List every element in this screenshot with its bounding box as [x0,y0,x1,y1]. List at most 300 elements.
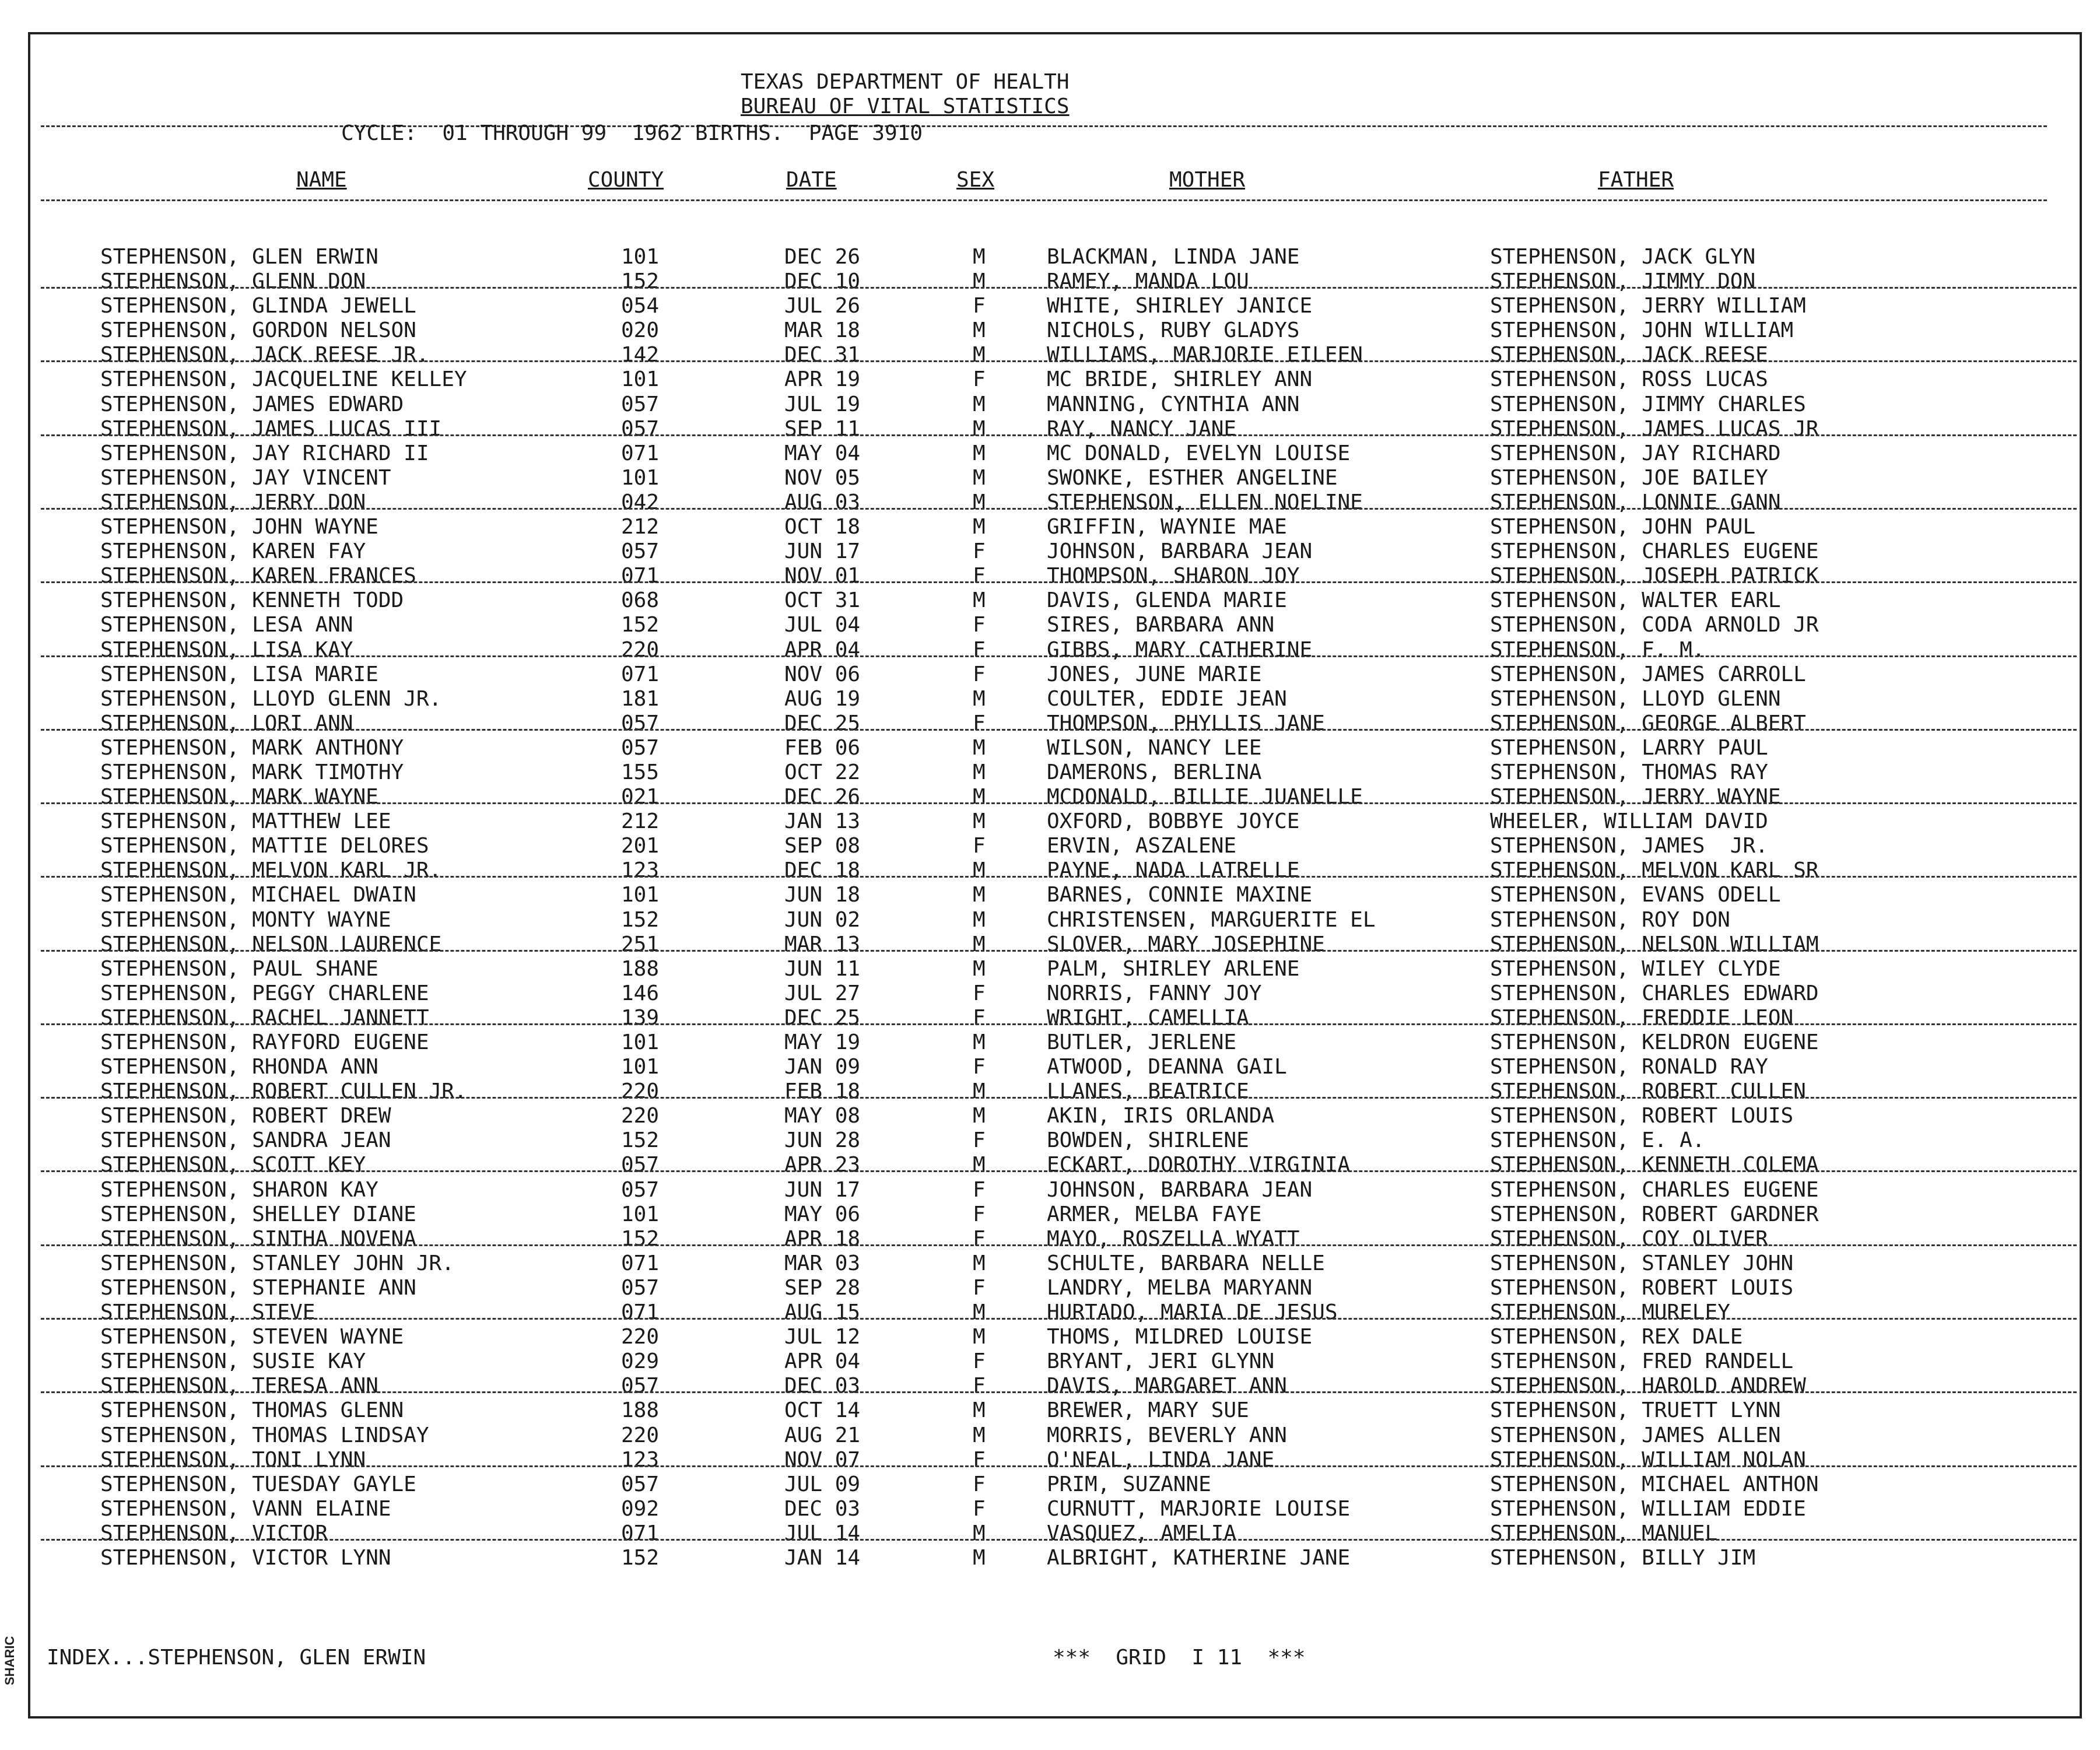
cell-sex: F [973,1202,986,1226]
cell-date: JUL 04 [784,613,861,637]
column-header-name: NAME [296,168,347,192]
cell-father: STEPHENSON, CHARLES EDWARD [1490,981,1819,1005]
cell-mother: STEPHENSON, ELLEN NOELINE [1047,490,1363,514]
cell-name: STEPHENSON, PAUL SHANE [100,956,378,981]
cell-county: 057 [621,735,660,760]
cell-county: 152 [621,1226,660,1251]
table-row [0,1448,2100,1472]
cell-sex: M [973,785,986,809]
cell-county: 057 [621,1472,660,1496]
cell-date: DEC 10 [784,269,861,294]
cell-name: STEPHENSON, JAMES LUCAS III [100,416,442,441]
cell-name: STEPHENSON, RHONDA ANN [100,1055,378,1079]
cell-father: STEPHENSON, E. A. [1490,1128,1705,1153]
cell-county: 071 [621,441,660,465]
table-row [0,908,2100,932]
cell-sex: M [973,515,986,539]
cell-mother: ERVIN, ASZALENE [1047,834,1237,858]
cell-name: STEPHENSON, LLOYD GLENN JR. [100,686,442,711]
cell-date: JUL 09 [784,1472,861,1496]
table-row [0,1079,2100,1104]
cell-name: STEPHENSON, LESA ANN [100,613,353,637]
cell-father: STEPHENSON, BILLY JIM [1490,1545,1756,1570]
cell-date: MAY 08 [784,1104,861,1128]
cell-date: OCT 22 [784,760,861,784]
cell-name: STEPHENSON, SCOTT KEY [100,1153,366,1177]
table-row [0,1374,2100,1398]
table-row [0,392,2100,417]
table-row [0,367,2100,392]
cell-mother: NICHOLS, RUBY GLADYS [1047,318,1300,343]
cell-county: 188 [621,1398,660,1423]
table-row [0,466,2100,490]
cell-county: 101 [621,245,660,269]
side-label: SHARIC [2,1636,17,1685]
cell-name: STEPHENSON, STEVE [100,1300,315,1325]
cell-county: 220 [621,1423,660,1447]
cell-father: STEPHENSON, WALTER EARL [1490,588,1781,613]
cell-sex: F [973,662,986,686]
cell-mother: THOMS, MILDRED LOUISE [1047,1325,1313,1349]
column-header-father: FATHER [1598,168,1674,192]
cell-date: NOV 01 [784,564,861,588]
cell-name: STEPHENSON, LISA MARIE [100,662,378,686]
cell-name: STEPHENSON, VICTOR [100,1521,328,1545]
cell-mother: LLANES, BEATRICE [1047,1079,1249,1104]
table-row [0,687,2100,711]
table-row [0,785,2100,809]
table-row [0,1178,2100,1202]
cell-date: NOV 05 [784,465,861,490]
table-row [0,711,2100,736]
cell-county: 057 [621,1153,660,1177]
cell-mother: WILSON, NANCY LEE [1047,735,1262,760]
cell-father: STEPHENSON, JOSEPH PATRICK [1490,564,1819,588]
cell-name: STEPHENSON, SINTHA NOVENA [100,1226,416,1251]
table-row [0,318,2100,343]
cell-county: 101 [621,1055,660,1079]
cell-date: JAN 13 [784,809,861,834]
cell-father: STEPHENSON, JOHN WILLIAM [1490,318,1794,343]
cell-county: 188 [621,956,660,981]
cell-name: STEPHENSON, TERESA ANN [100,1374,378,1398]
cell-sex: F [973,1177,986,1202]
cell-county: 057 [621,711,660,735]
cell-name: STEPHENSON, TUESDAY GAYLE [100,1472,416,1496]
table-row [0,981,2100,1006]
table-row [0,1546,2100,1570]
cell-mother: NORRIS, FANNY JOY [1047,981,1262,1005]
cell-father: STEPHENSON, LARRY PAUL [1490,735,1768,760]
cell-name: STEPHENSON, JAY VINCENT [100,465,391,490]
cell-mother: CURNUTT, MARJORIE LOUISE [1047,1496,1351,1521]
cell-county: 220 [621,1325,660,1349]
cell-mother: THOMPSON, PHYLLIS JANE [1047,711,1325,735]
cell-county: 057 [621,1275,660,1300]
cell-mother: SLOVER, MARY JOSEPHINE [1047,932,1325,956]
cell-father: STEPHENSON, WILEY CLYDE [1490,956,1781,981]
cell-county: 071 [621,1521,660,1545]
cell-father: STEPHENSON, JAMES LUCAS JR [1490,416,1819,441]
table-row [0,1202,2100,1227]
cell-mother: SCHULTE, BARBARA NELLE [1047,1251,1325,1275]
cell-mother: DAVIS, GLENDA MARIE [1047,588,1287,613]
cell-county: 220 [621,1104,660,1128]
cell-county: 071 [621,1251,660,1275]
cell-county: 057 [621,1177,660,1202]
cell-county: 123 [621,1447,660,1472]
cell-name: STEPHENSON, TONI LYNN [100,1447,366,1472]
cell-father: STEPHENSON, TRUETT LYNN [1490,1398,1781,1423]
cell-sex: M [973,490,986,514]
cell-sex: M [973,1325,986,1349]
cell-sex: M [973,1300,986,1325]
cell-sex: M [973,269,986,294]
cell-date: APR 04 [784,637,861,662]
cell-name: STEPHENSON, STANLEY JOHN JR. [100,1251,454,1275]
cell-date: DEC 25 [784,1005,861,1030]
header-subtitle: BUREAU OF VITAL STATISTICS [741,94,1070,118]
cell-mother: DAMERONS, BERLINA [1047,760,1262,784]
cell-date: JUL 14 [784,1521,861,1545]
cell-father: STEPHENSON, MICHAEL ANTHON [1490,1472,1819,1496]
cell-mother: DAVIS, MARGARET ANN [1047,1374,1287,1398]
cell-date: MAY 19 [784,1030,861,1054]
cell-mother: WHITE, SHIRLEY JANICE [1047,294,1313,318]
cell-mother: JOHNSON, BARBARA JEAN [1047,1177,1313,1202]
table-row [0,343,2100,367]
table-row [0,515,2100,539]
cell-father: STEPHENSON, JAMES ALLEN [1490,1423,1781,1447]
cell-mother: BREWER, MARY SUE [1047,1398,1249,1423]
cell-name: STEPHENSON, GLINDA JEWELL [100,294,416,318]
table-row [0,736,2100,760]
cell-county: 181 [621,686,660,711]
cell-county: 152 [621,269,660,294]
cell-name: STEPHENSON, MICHAEL DWAIN [100,883,416,907]
cell-date: NOV 07 [784,1447,861,1472]
cell-mother: PAYNE, NADA LATRELLE [1047,858,1300,883]
cell-mother: WRIGHT, CAMELLIA [1047,1005,1249,1030]
table-row [0,1398,2100,1423]
cell-sex: M [973,735,986,760]
header-title: TEXAS DEPARTMENT OF HEALTH [741,70,1070,94]
cell-mother: MC BRIDE, SHIRLEY ANN [1047,367,1313,392]
cell-county: 057 [621,1374,660,1398]
cell-father: STEPHENSON, GEORGE ALBERT [1490,711,1806,735]
cell-sex: M [973,588,986,613]
cell-name: STEPHENSON, SANDRA JEAN [100,1128,391,1153]
cell-father: STEPHENSON, FREDDIE LEON [1490,1005,1794,1030]
cell-mother: JONES, JUNE MARIE [1047,662,1262,686]
cell-father: STEPHENSON, MANUEL [1490,1521,1718,1545]
cell-name: STEPHENSON, MELVON KARL JR. [100,858,442,883]
table-row [0,245,2100,269]
cell-county: 155 [621,760,660,784]
table-row [0,1472,2100,1497]
cell-name: STEPHENSON, MATTHEW LEE [100,809,391,834]
table-row [0,269,2100,294]
cell-date: JUL 12 [784,1325,861,1349]
table-row [0,932,2100,957]
cell-sex: F [973,367,986,392]
cell-mother: HURTADO, MARIA DE JESUS [1047,1300,1338,1325]
cell-sex: M [973,809,986,834]
cell-sex: M [973,392,986,416]
cell-date: OCT 14 [784,1398,861,1423]
cell-sex: M [973,1423,986,1447]
cell-date: SEP 08 [784,834,861,858]
cell-county: 071 [621,564,660,588]
table-row [0,417,2100,441]
cell-sex: M [973,760,986,784]
column-header-mother: MOTHER [1169,168,1246,192]
cell-sex: M [973,465,986,490]
cell-date: DEC 25 [784,711,861,735]
cell-mother: COULTER, EDDIE JEAN [1047,686,1287,711]
cell-father: STEPHENSON, F. M. [1490,637,1705,662]
cell-sex: F [973,1496,986,1521]
cell-father: STEPHENSON, HAROLD ANDREW [1490,1374,1806,1398]
cell-name: STEPHENSON, MONTY WAYNE [100,907,391,932]
cell-mother: ECKART, DOROTHY VIRGINIA [1047,1153,1351,1177]
cell-name: STEPHENSON, ROBERT DREW [100,1104,391,1128]
cell-father: STEPHENSON, WILLIAM NOLAN [1490,1447,1806,1472]
cell-father: STEPHENSON, ROY DON [1490,907,1730,932]
cell-mother: SWONKE, ESTHER ANGELINE [1047,465,1338,490]
cell-county: 101 [621,1202,660,1226]
table-row [0,638,2100,662]
birth-records-list [0,245,2100,1570]
cell-sex: M [973,1545,986,1570]
cell-sex: M [973,1521,986,1545]
cell-county: 057 [621,539,660,564]
cell-name: STEPHENSON, MATTIE DELORES [100,834,429,858]
cell-name: STEPHENSON, THOMAS LINDSAY [100,1423,429,1447]
cell-father: STEPHENSON, CODA ARNOLD JR [1490,613,1819,637]
cell-father: WHEELER, WILLIAM DAVID [1490,809,1768,834]
cell-date: JAN 14 [784,1545,861,1570]
cell-father: STEPHENSON, WILLIAM EDDIE [1490,1496,1806,1521]
cell-sex: M [973,318,986,343]
cell-name: STEPHENSON, JOHN WAYNE [100,515,378,539]
cell-date: SEP 11 [784,416,861,441]
table-row [0,883,2100,907]
cell-mother: BOWDEN, SHIRLENE [1047,1128,1249,1153]
cell-father: STEPHENSON, JERRY WAYNE [1490,785,1781,809]
cell-county: 139 [621,1005,660,1030]
cell-mother: BLACKMAN, LINDA JANE [1047,245,1300,269]
cell-sex: M [973,343,986,367]
cell-sex: F [973,1128,986,1153]
cell-date: APR 18 [784,1226,861,1251]
column-header-date: DATE [786,168,837,192]
cell-county: 071 [621,662,660,686]
cell-date: JUL 27 [784,981,861,1005]
cell-sex: F [973,1472,986,1496]
cell-date: APR 19 [784,367,861,392]
cell-county: 220 [621,1079,660,1104]
table-row [0,957,2100,981]
cell-father: STEPHENSON, KELDRON EUGENE [1490,1030,1819,1054]
cell-date: JUN 28 [784,1128,861,1153]
cell-date: JUN 17 [784,539,861,564]
cell-sex: F [973,294,986,318]
cell-name: STEPHENSON, JACK REESE JR. [100,343,429,367]
cell-name: STEPHENSON, SHELLEY DIANE [100,1202,416,1226]
cell-name: STEPHENSON, JAMES EDWARD [100,392,404,416]
table-row [0,858,2100,883]
cell-date: JUN 17 [784,1177,861,1202]
cell-sex: F [973,834,986,858]
cell-date: DEC 26 [784,245,861,269]
cell-county: 054 [621,294,660,318]
cell-father: STEPHENSON, ROBERT GARDNER [1490,1202,1819,1226]
cell-county: 029 [621,1349,660,1374]
table-row [0,613,2100,637]
cell-sex: M [973,956,986,981]
cell-sex: M [973,907,986,932]
cell-county: 142 [621,343,660,367]
cell-county: 092 [621,1496,660,1521]
cell-name: STEPHENSON, LISA KAY [100,637,353,662]
cell-county: 020 [621,318,660,343]
cell-father: STEPHENSON, COY OLIVER [1490,1226,1768,1251]
cell-sex: M [973,416,986,441]
cell-name: STEPHENSON, JAY RICHARD II [100,441,429,465]
cell-county: 101 [621,883,660,907]
column-header-county: COUNTY [588,168,664,192]
cell-date: JUN 11 [784,956,861,981]
table-row [0,441,2100,466]
cell-father: STEPHENSON, JACK GLYN [1490,245,1756,269]
table-row [0,1104,2100,1128]
cell-sex: F [973,711,986,735]
cell-county: 152 [621,1128,660,1153]
cell-mother: GIBBS, MARY CATHERINE [1047,637,1313,662]
cell-date: DEC 26 [784,785,861,809]
cell-mother: MCDONALD, BILLIE JUANELLE [1047,785,1363,809]
cell-name: STEPHENSON, PEGGY CHARLENE [100,981,429,1005]
cell-mother: PRIM, SUZANNE [1047,1472,1211,1496]
cell-father: STEPHENSON, JIMMY CHARLES [1490,392,1806,416]
cell-sex: M [973,441,986,465]
cell-date: APR 04 [784,1349,861,1374]
table-row [0,1153,2100,1177]
cell-mother: ARMER, MELBA FAYE [1047,1202,1262,1226]
cell-sex: F [973,564,986,588]
cell-father: STEPHENSON, JIMMY DON [1490,269,1756,294]
cell-mother: GRIFFIN, WAYNIE MAE [1047,515,1287,539]
cell-date: JUN 18 [784,883,861,907]
cell-father: STEPHENSON, STANLEY JOHN [1490,1251,1794,1275]
cell-father: STEPHENSON, JERRY WILLIAM [1490,294,1806,318]
cell-county: 152 [621,1545,660,1570]
cell-date: NOV 06 [784,662,861,686]
cell-county: 251 [621,932,660,956]
cell-name: STEPHENSON, SHARON KAY [100,1177,378,1202]
cell-father: STEPHENSON, REX DALE [1490,1325,1743,1349]
cell-sex: F [973,1055,986,1079]
cell-county: 212 [621,515,660,539]
cell-father: STEPHENSON, LONNIE GANN [1490,490,1781,514]
cell-sex: M [973,1398,986,1423]
cell-date: AUG 15 [784,1300,861,1325]
cell-county: 146 [621,981,660,1005]
cell-name: STEPHENSON, SUSIE KAY [100,1349,366,1374]
cell-county: 057 [621,392,660,416]
cell-date: FEB 06 [784,735,861,760]
table-row [0,760,2100,785]
cell-name: STEPHENSON, JERRY DON [100,490,366,514]
cell-father: STEPHENSON, ROBERT LOUIS [1490,1275,1794,1300]
table-row [0,294,2100,318]
cell-date: DEC 03 [784,1374,861,1398]
cell-date: MAY 06 [784,1202,861,1226]
table-row [0,662,2100,687]
cell-sex: M [973,1153,986,1177]
table-row [0,588,2100,613]
cell-mother: O'NEAL, LINDA JANE [1047,1447,1275,1472]
cell-mother: JOHNSON, BARBARA JEAN [1047,539,1313,564]
cell-county: 152 [621,613,660,637]
table-row [0,1349,2100,1374]
cell-sex: F [973,637,986,662]
cell-mother: BARNES, CONNIE MAXINE [1047,883,1313,907]
cell-county: 101 [621,465,660,490]
table-row [0,539,2100,564]
cell-name: STEPHENSON, MARK WAYNE [100,785,378,809]
table-row [0,1227,2100,1251]
cell-sex: M [973,245,986,269]
cell-mother: WILLIAMS, MARJORIE EILEEN [1047,343,1363,367]
column-header-sex: SEX [956,168,995,192]
cell-date: AUG 19 [784,686,861,711]
cell-father: STEPHENSON, MELVON KARL SR [1490,858,1819,883]
cell-date: MAY 04 [784,441,861,465]
cell-mother: MC DONALD, EVELYN LOUISE [1047,441,1351,465]
cell-mother: CHRISTENSEN, MARGUERITE EL [1047,907,1376,932]
cell-county: 152 [621,907,660,932]
cell-father: STEPHENSON, EVANS ODELL [1490,883,1781,907]
cell-name: STEPHENSON, NELSON LAURENCE [100,932,442,956]
cell-sex: M [973,932,986,956]
table-row [0,490,2100,515]
cell-sex: F [973,1374,986,1398]
cell-county: 212 [621,809,660,834]
cell-date: AUG 03 [784,490,861,514]
cell-mother: ATWOOD, DEANNA GAIL [1047,1055,1287,1079]
cell-mother: SIRES, BARBARA ANN [1047,613,1275,637]
cell-county: 220 [621,637,660,662]
cell-father: STEPHENSON, MURELEY [1490,1300,1730,1325]
cell-county: 042 [621,490,660,514]
cell-date: DEC 03 [784,1496,861,1521]
cell-name: STEPHENSON, THOMAS GLENN [100,1398,404,1423]
cell-sex: F [973,1005,986,1030]
cell-father: STEPHENSON, ROBERT CULLEN [1490,1079,1806,1104]
cell-father: STEPHENSON, THOMAS RAY [1490,760,1768,784]
cell-name: STEPHENSON, GLEN ERWIN [100,245,378,269]
cell-date: OCT 31 [784,588,861,613]
cell-name: STEPHENSON, RAYFORD EUGENE [100,1030,429,1054]
cell-mother: MORRIS, BEVERLY ANN [1047,1423,1287,1447]
cell-mother: THOMPSON, SHARON JOY [1047,564,1300,588]
cell-name: STEPHENSON, ROBERT CULLEN JR. [100,1079,467,1104]
cell-date: MAR 13 [784,932,861,956]
header-cycle: CYCLE: 01 THROUGH 99 1962 BIRTHS. PAGE 3910 [341,121,923,145]
cell-mother: VASQUEZ, AMELIA [1047,1521,1237,1545]
